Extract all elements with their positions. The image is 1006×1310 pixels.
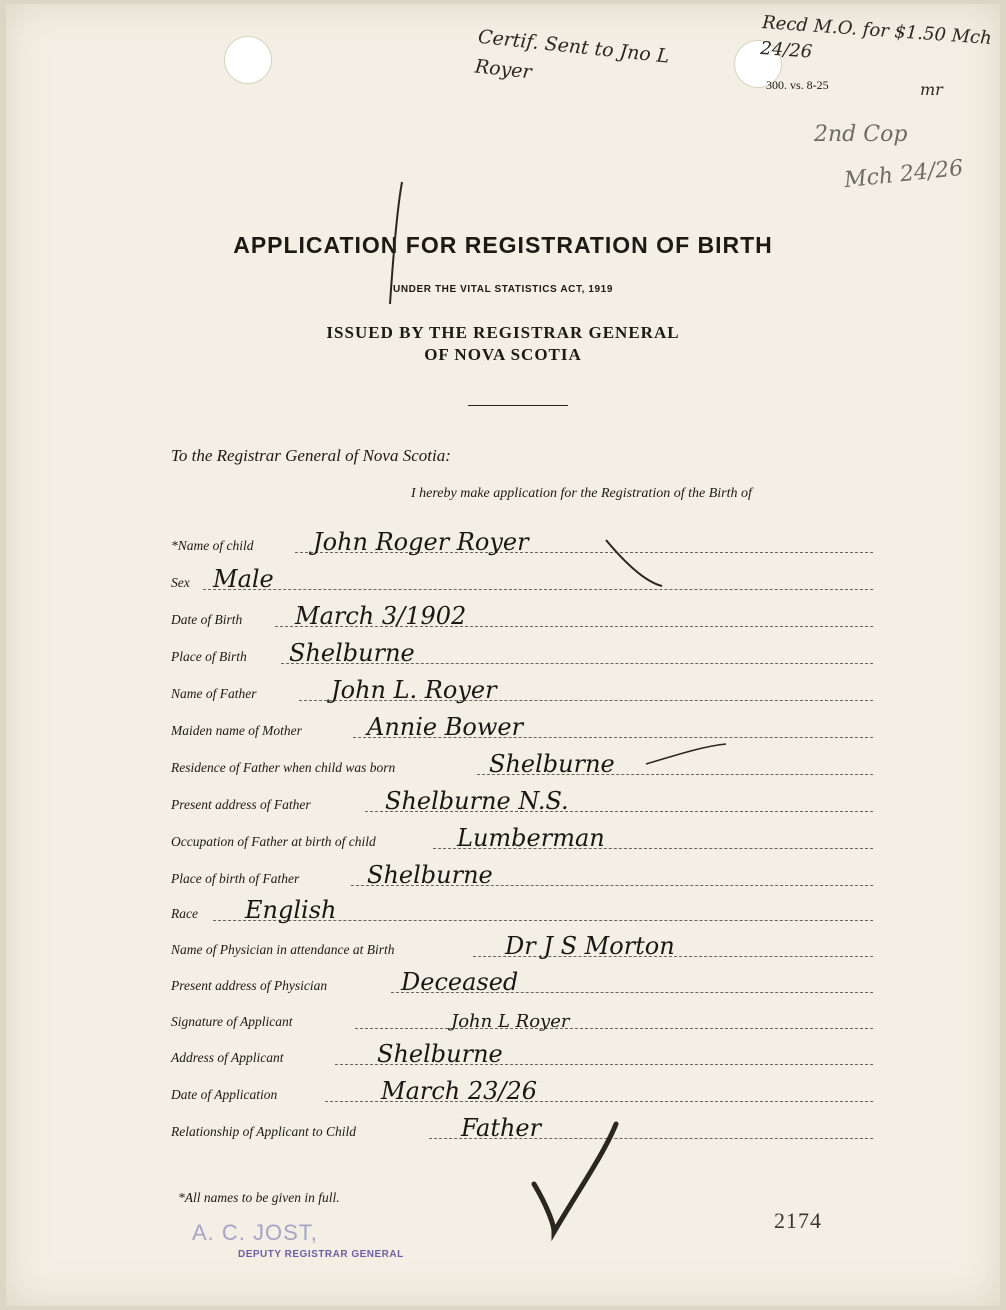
field-value: Shelburne — [377, 1040, 503, 1068]
verification-check-mark — [534, 1124, 616, 1232]
annotation-received-money-order: Recd M.O. for $1.50 Mch 24/26 — [759, 12, 993, 63]
field-value: Lumberman — [457, 824, 605, 852]
field-value: Father — [461, 1114, 542, 1142]
field-label: Name of Physician in attendance at Birth — [171, 942, 395, 957]
field-value: John L. Royer — [331, 676, 497, 704]
field-value: March 23/26 — [381, 1077, 538, 1105]
vertical-pen-stroke — [390, 182, 402, 304]
form-number: 300. vs. 8-25 — [766, 78, 829, 92]
document-number: 2174 — [774, 1208, 822, 1233]
application-statement: I hereby make application for the Registration of the Birth of — [411, 486, 752, 501]
issuer-line-2: OF NOVA SCOTIA — [424, 345, 582, 364]
field-label: Maiden name of Mother — [171, 723, 302, 738]
stamp-name: A. C. JOST, — [192, 1220, 318, 1245]
footnote: *All names to be given in full. — [178, 1190, 340, 1205]
field-label: Race — [171, 906, 198, 921]
field-label: Residence of Father when child was born — [171, 760, 396, 775]
field-label: *Name of child — [171, 538, 254, 553]
field-label: Present address of Father — [171, 797, 311, 812]
flourish-stroke — [606, 540, 662, 586]
field-value: Shelburne — [367, 861, 493, 889]
field-label: Sex — [171, 575, 190, 590]
field-label: Relationship of Applicant to Child — [171, 1124, 356, 1139]
field-label: Signature of Applicant — [171, 1014, 293, 1029]
stamp-title: DEPUTY REGISTRAR GENERAL — [238, 1249, 404, 1260]
annotation-initials: mr — [920, 80, 943, 99]
field-label: Address of Applicant — [171, 1050, 284, 1065]
field-value: March 3/1902 — [295, 602, 467, 630]
field-value: Dr J S Morton — [505, 932, 675, 960]
salutation: To the Registrar General of Nova Scotia: — [171, 446, 451, 465]
field-value: Shelburne — [289, 639, 415, 667]
field-label: Occupation of Father at birth of child — [171, 834, 376, 849]
annotation-pencil-date: Mch 24/26 — [843, 155, 965, 194]
field-value: Male — [213, 565, 274, 593]
form-subtitle: UNDER THE VITAL STATISTICS ACT, 1919 — [393, 284, 613, 295]
field-label: Date of Application — [171, 1087, 278, 1102]
ink-marks — [6, 4, 1000, 1306]
field-label: Place of birth of Father — [171, 871, 300, 886]
field-value: English — [245, 896, 337, 924]
field-label: Date of Birth — [171, 612, 243, 627]
birth-registration-form — [6, 4, 1000, 1306]
field-value: John Roger Royer — [313, 528, 529, 556]
field-label: Present address of Physician — [171, 978, 328, 993]
flourish-stroke — [646, 744, 726, 764]
field-value: Shelburne N.S. — [385, 787, 569, 815]
field-value: John L Royer — [451, 1011, 570, 1032]
field-label: Name of Father — [171, 686, 257, 701]
field-label: Place of Birth — [171, 649, 247, 664]
form-title: APPLICATION FOR REGISTRATION OF BIRTH — [233, 232, 773, 258]
field-value: Annie Bower — [367, 713, 524, 741]
issuer-line-1: ISSUED BY THE REGISTRAR GENERAL — [326, 323, 680, 342]
field-value: Shelburne — [489, 750, 615, 778]
annotation-second-copy: 2nd Cop — [814, 122, 908, 147]
annotation-certificate-sent: Certif. Sent to Jno L Royer — [473, 25, 671, 84]
field-value: Deceased — [401, 968, 519, 996]
